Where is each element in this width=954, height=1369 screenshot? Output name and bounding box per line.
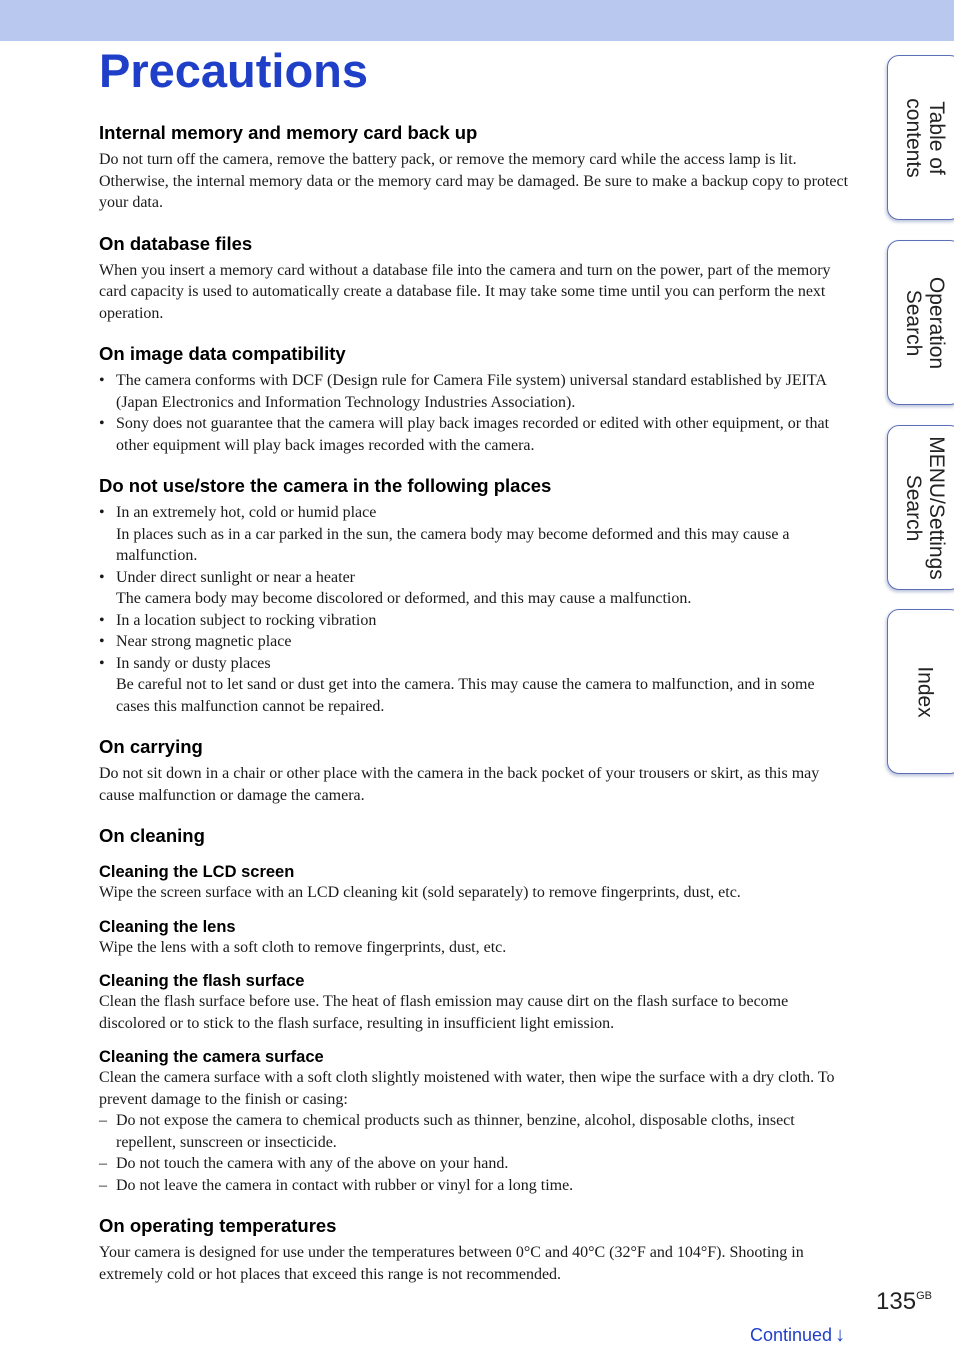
list-item (99, 610, 851, 632)
list-item-text: Do not expose the camera to chemical products such as thinner, benzine, alcohol, disposable cloths, insect repellent, sunscreen or insecticide. (116, 1112, 795, 1151)
list-item (99, 1153, 851, 1175)
list-item (99, 1175, 851, 1197)
tab-index[interactable] (887, 609, 954, 774)
list-item-text: Do not touch the camera with any of the above on your hand. (116, 1155, 509, 1172)
header-bar (0, 0, 954, 41)
continued-link[interactable] (750, 1324, 845, 1347)
list-item (99, 502, 851, 567)
tab-operation-search[interactable] (887, 240, 954, 405)
tab-label: Table of contents (901, 97, 948, 178)
bullet-marker: • (99, 415, 105, 432)
subheading-flash: Cleaning the flash surface (99, 972, 305, 990)
list-item (99, 370, 851, 413)
list-item-title: Under direct sunlight or near a heater (116, 568, 356, 586)
list-item-title: In a location subject to rocking vibration (116, 611, 377, 629)
arrow-down-icon: ↓ (835, 1324, 846, 1346)
section-text-carrying: Do not sit down in a chair or other place with the camera in the back pocket of your trousers or skirt, as this may cause malfunction or damage the camera. (99, 765, 820, 804)
list-item (99, 567, 851, 610)
tab-label: MENU/Settings Search (901, 435, 948, 580)
section-heading-compatibility: On image data compatibility (99, 343, 346, 364)
tab-label: Index (913, 665, 936, 718)
bullet-marker: • (99, 504, 105, 521)
bullet-marker: • (99, 654, 105, 672)
section-text-temperatures: Your camera is designed for use under the temperatures between 0°C and 40°C (32°F and 104°F). Shooting in extremely cold or hot places that exceed this range is not recommended. (99, 1244, 804, 1283)
dash-marker: – (99, 1176, 107, 1194)
list-item-text: The camera conforms with DCF (Design rule for Camera File system) universal standard established by JEITA (Japan Electronics and Information Technology Industries Association). (116, 372, 827, 411)
tab-label: Operation Search (901, 276, 948, 369)
page-number-suffix: GB (916, 1290, 932, 1302)
list-item-title: In sandy or dusty places (116, 654, 271, 672)
section-heading-temperatures: On operating temperatures (99, 1215, 337, 1236)
list-item-text: Sony does not guarantee that the camera will play back images recorded or edited with other equipment, or that other equipment will play back images recorded with the camera. (116, 415, 830, 454)
bullet-marker: • (99, 372, 105, 389)
main-content (99, 122, 851, 1285)
page-title: Precautions (99, 44, 369, 97)
continued-label: Continued (750, 1325, 833, 1345)
section-text-backup: Do not turn off the camera, remove the battery pack, or remove the memory card while the access lamp is lit. Otherwise, the internal memory data or the memory card may be damaged. Be sure to make a backup copy to protect your data. (99, 151, 849, 211)
places-list (99, 502, 851, 717)
section-text-database: When you insert a memory card without a database file into the camera and turn on the power, part of the memory card capacity is used to automatically create a database file. It may take some time until you can perform the next operation. (99, 261, 831, 322)
list-item-note: The camera body may become discolored or deformed, and this may cause a malfunction. (116, 590, 692, 607)
dash-marker: – (99, 1155, 107, 1172)
bullet-marker: • (99, 611, 105, 629)
list-item (99, 631, 851, 653)
compatibility-list (99, 370, 851, 456)
list-item (99, 1110, 851, 1153)
page-number: $135^{GB}$ (876, 1288, 932, 1315)
bullet-marker: • (99, 568, 105, 586)
list-item (99, 653, 851, 718)
bullet-marker: • (99, 633, 105, 650)
tab-table-of-contents[interactable] (887, 55, 954, 220)
dash-marker: – (99, 1112, 107, 1129)
subsection-text-surface: Clean the camera surface with a soft cloth slightly moistened with water, then wipe the surface with a dry cloth. To prevent damage to the finish or casing: (99, 1069, 835, 1108)
list-item-text: Do not leave the camera in contact with rubber or vinyl for a long time. (116, 1176, 574, 1194)
section-heading-database: On database files (99, 232, 253, 254)
section-heading-places: Do not use/store the camera in the following places (99, 475, 552, 496)
section-heading-cleaning: On cleaning (99, 825, 205, 846)
section-heading-carrying: On carrying (99, 736, 203, 757)
subsection-text-lcd: Wipe the screen surface with an LCD cleaning kit (sold separately) to remove fingerprints, dust, etc. (99, 884, 741, 901)
list-item-title: In an extremely hot, cold or humid place (116, 504, 377, 521)
list-item (99, 413, 851, 456)
section-heading-backup: Internal memory and memory card back up (99, 122, 478, 143)
surface-list (99, 1110, 851, 1196)
subheading-lens: Cleaning the lens (99, 917, 236, 936)
list-item-note: Be careful not to let sand or dust get into the camera. This may cause the camera to malfunction, and in some cases this malfunction cannot be repaired. (116, 676, 815, 715)
subsection-text-flash: Clean the flash surface before use. The heat of flash emission may cause dirt on the flash surface to become discolored or to stick to the flash surface, resulting in insufficient light emission. (99, 993, 789, 1032)
subheading-lcd: Cleaning the LCD screen (99, 863, 295, 881)
list-item-title: Near strong magnetic place (116, 633, 292, 650)
subheading-surface: Cleaning the camera surface (99, 1048, 324, 1066)
list-item-note: In places such as in a car parked in the sun, the camera body may become deformed and this may cause a malfunction. (116, 525, 790, 564)
subsection-text-lens: Wipe the lens with a soft cloth to remove fingerprints, dust, etc. (99, 938, 507, 956)
tab-menu-settings-search[interactable] (887, 425, 954, 590)
